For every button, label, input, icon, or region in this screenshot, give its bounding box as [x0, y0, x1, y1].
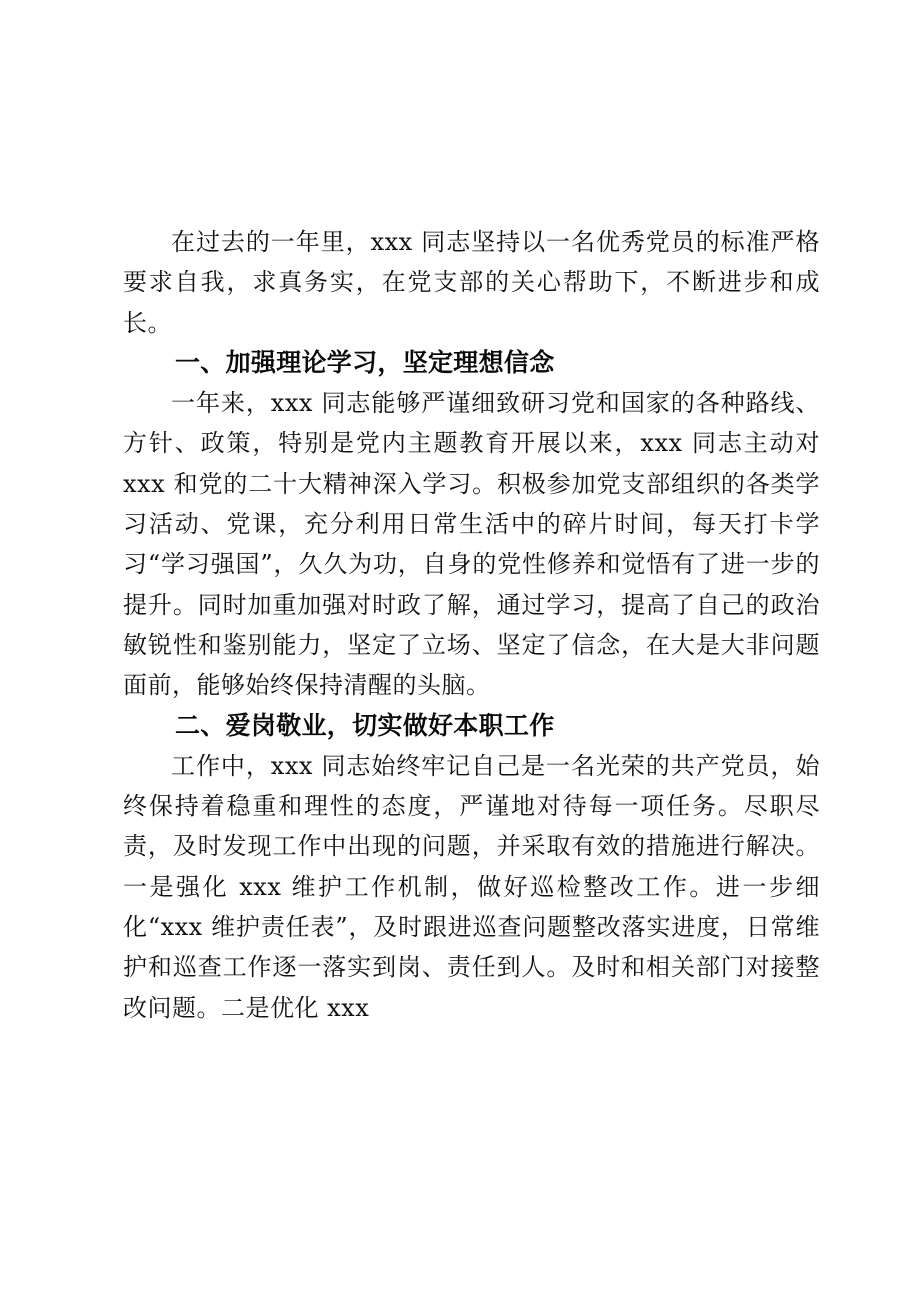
section-1-paragraph: 一年来，xxx 同志能够严谨细致研习党和国家的各种路线、方针、政策，特别是党内主题教育开展以来，xxx 同志主动对 xxx 和党的二十大精神深入学习。积极参加党支部组织的各类学习活动、党课，充分利用日常生活中的碎片时间，每天打卡学习“学习强国”，久久为功，自身的党性修养和觉悟有了进一步的提升。同时加重加强对时政了解，通过学习，提高了自己的政治敏锐性和鉴别能力，坚定了立场、坚定了信念，在大是大非问题面前，能够始终保持清醒的头脑。: [123, 389, 820, 700]
document-body: [123, 222, 820, 1028]
section-2-heading: 二、爱岗敬业，切实做好本职工作: [175, 710, 555, 740]
section-1-heading: 一、加强理论学习，坚定理想信念: [175, 347, 555, 377]
section-2-paragraph: 工作中，xxx 同志始终牢记自己是一名光荣的共产党员，始终保持着稳重和理性的态度，严谨地对待每一项任务。尽职尽责，及时发现工作中出现的问题，并采取有效的措施进行解决。一是强化 xxx 维护工作机制，做好巡检整改工作。进一步细化“xxx 维护责任表”，及时跟进巡查问题整改落实进度，日常维护和巡查工作逐一落实到岗、责任到人。及时和相关部门对接整改问题。二是优化 xxx: [123, 751, 820, 1022]
intro-paragraph: 在过去的一年里，xxx 同志坚持以一名优秀党员的标准严格要求自我，求真务实，在党支部的关心帮助下，不断进步和成长。: [123, 228, 820, 337]
